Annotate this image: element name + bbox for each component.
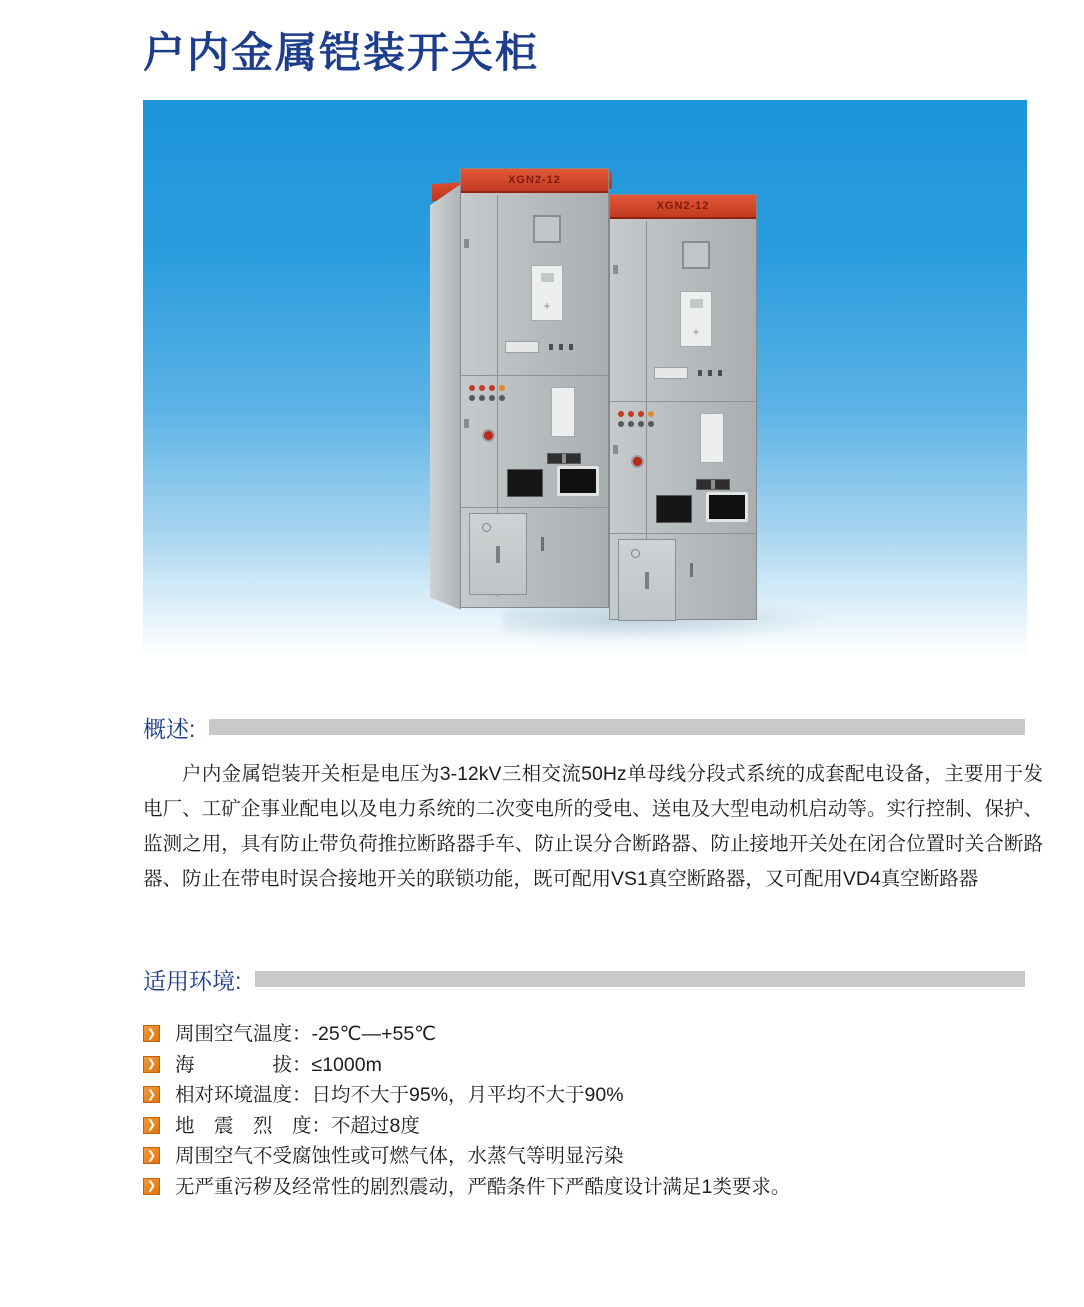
tag-plates <box>547 453 581 464</box>
list-item-text: 海 拔：≤1000m <box>175 1053 382 1076</box>
cabinet-model-label: XGN2-12 <box>508 174 561 186</box>
indicator-lights <box>618 411 658 429</box>
panel-divider-line <box>610 401 756 402</box>
tag-plates <box>696 479 730 490</box>
panel-divider-line <box>461 375 608 376</box>
environment-heading: 适用环境: <box>143 967 242 994</box>
framed-window <box>557 466 599 496</box>
framed-window <box>706 492 748 522</box>
cabinet-model-label: XGN2-12 <box>656 200 710 212</box>
breaker-drawer <box>469 513 527 595</box>
emergency-button <box>484 431 493 440</box>
chevron-bullet-icon: ❯ <box>143 1086 160 1103</box>
meter-display <box>654 367 688 379</box>
list-item-text: 周围空气温度：-25℃—+55℃ <box>175 1023 437 1045</box>
overview-section-header <box>143 712 1025 742</box>
display-dots <box>698 370 726 376</box>
cabinet-right <box>609 194 757 620</box>
door-handle <box>541 537 544 551</box>
hinge <box>613 265 618 274</box>
chevron-bullet-icon: ❯ <box>143 1117 160 1134</box>
hinge <box>464 419 469 428</box>
switchgear-cabinets <box>430 168 760 623</box>
chevron-bullet-icon: ❯ <box>143 1025 160 1042</box>
door-label-plate <box>680 291 712 347</box>
display-dots <box>549 344 577 350</box>
list-item-text: 相对环境温度：日均不大于95%，月平均不大于90% <box>175 1084 624 1106</box>
list-item <box>143 1176 1053 1198</box>
list-item-text: 无严重污秽及经常性的剧烈震动，严酷条件下严酷度设计满足1类要求。 <box>175 1175 791 1198</box>
breaker-drawer <box>618 539 676 621</box>
door-label-plate <box>531 265 563 321</box>
chevron-bullet-icon: ❯ <box>143 1147 160 1164</box>
observation-window <box>656 495 692 523</box>
chevron-bullet-icon: ❯ <box>143 1056 160 1073</box>
panel-divider-line <box>461 507 608 508</box>
hinge <box>613 445 618 454</box>
hinge <box>464 239 469 248</box>
observation-window <box>507 469 543 497</box>
cabinet-right-nameplate <box>610 195 756 219</box>
section-header-bar <box>255 971 1025 987</box>
instruction-plate <box>700 413 724 463</box>
inspection-window <box>533 215 561 243</box>
cabinet-left-nameplate <box>461 169 608 193</box>
list-item <box>143 1023 1053 1045</box>
instruction-plate <box>551 387 575 437</box>
cabinet-left <box>460 168 609 608</box>
list-item-text: 地 震 烈 度：不超过8度 <box>175 1114 420 1137</box>
list-item-text: 周围空气不受腐蚀性或可燃气体，水蒸气等明显污染 <box>175 1145 624 1167</box>
emergency-button <box>633 457 642 466</box>
panel-divider-line <box>610 533 756 534</box>
environment-list <box>143 1023 1053 1206</box>
door-handle <box>690 563 693 577</box>
meter-display <box>505 341 539 353</box>
inspection-window <box>682 241 710 269</box>
overview-heading: 概述: <box>143 715 196 742</box>
list-item <box>143 1145 1053 1167</box>
section-header-bar <box>209 719 1025 735</box>
list-item <box>143 1115 1053 1137</box>
page-title: 户内金属铠装开关柜 <box>143 29 540 76</box>
indicator-lights <box>469 385 509 403</box>
cabinet-side-panel <box>430 184 461 610</box>
environment-section-header <box>143 964 1025 994</box>
chevron-bullet-icon: ❯ <box>143 1178 160 1195</box>
product-photo <box>143 100 1027 658</box>
overview-paragraph: 户内金属铠装开关柜是电压为3-12kV三相交流50Hz单母线分段式系统的成套配电设备，主要用于发电厂、工矿企事业配电以及电力系统的二次变电所的受电、送电及大型电动机启动等。实行控制、保护、监测之用，具有防止带负荷推拉断路器手车、防止误分合断路器、防止接地开关处在闭合位置时关合断路器、防止在带电时误合接地开关的联锁功能，既可配用VS1真空断路器，又可配用VD4真空断路器 <box>143 763 1043 890</box>
list-item <box>143 1054 1053 1076</box>
list-item <box>143 1084 1053 1106</box>
